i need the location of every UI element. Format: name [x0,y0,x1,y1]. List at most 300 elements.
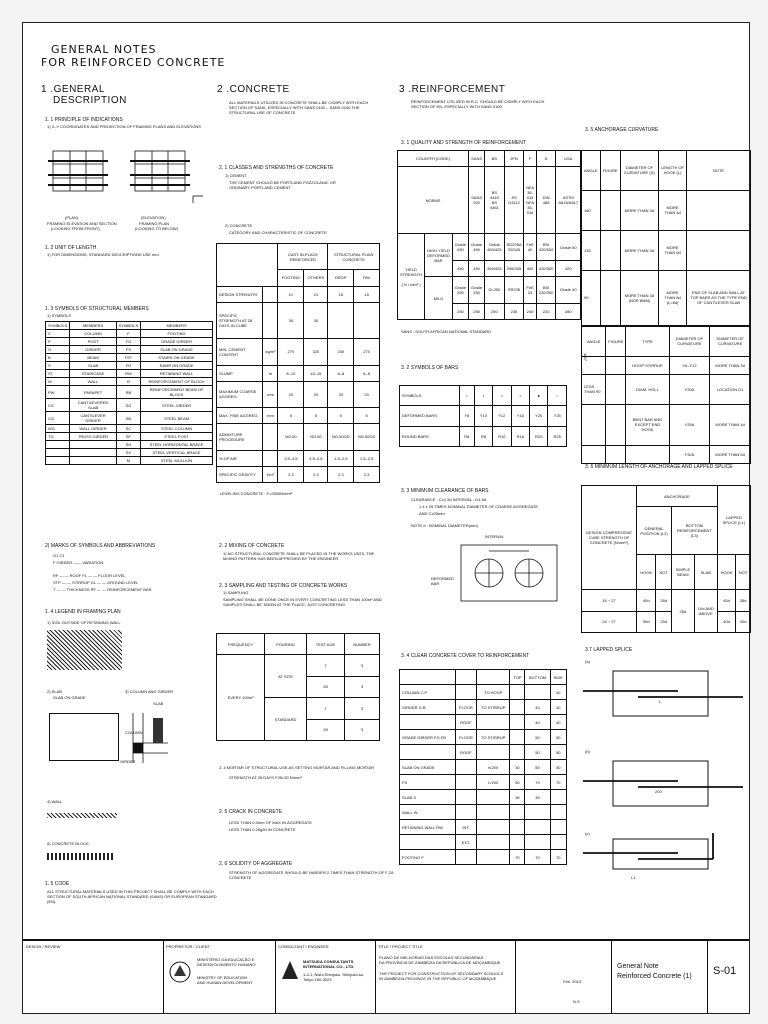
symbol-cell: S [46,362,70,370]
date-cell [515,941,612,1013]
symbol-row [46,362,213,370]
cover-cell [525,805,550,820]
classes-4: CATEGORY AND CHARACTERISTIC OF CONCRETE [229,230,327,235]
concrete-row [217,381,380,407]
cover-cell [455,805,476,820]
quality-table [397,150,581,320]
anchor2-cell: BENT BAR AND EXCEPT END HOOK [626,404,669,445]
mixing-title: 2. 2 MIXING OF CONCRETE [219,543,285,549]
concrete-cell: NO.50 [278,424,304,450]
symbol-row [46,354,213,362]
concrete-row [217,450,380,466]
lapped-value-3: L1 [631,875,636,880]
anchor-cell: MORE THAN 8d (L=8d) [659,270,687,325]
symbol-row [46,425,213,433]
grade-cell: SR235 [504,277,524,303]
cover-cell [550,790,566,805]
cover-row [400,805,567,820]
cover-cell [477,790,510,805]
concrete-cell: SLUMP [217,365,263,381]
concrete-cell: 3.5–4.5 [304,450,328,466]
cover-cell: 30 [550,760,566,775]
cover-cell: TO HOOP [477,685,510,700]
quality-norm: SANS 920 [469,167,485,234]
anchor2-cell [606,374,626,404]
symbol-row [46,330,213,338]
clearance-1: CLEARANCE : C≥1.5d INTERVAL : I≥1.5d [411,497,487,502]
concrete-cell: 3.5–4.5 [278,450,304,466]
concrete-cell: 5 [328,408,354,424]
cover-cell [550,820,566,835]
anchor-title: 3. 5 ANCHORAGE CURVATURE [585,127,659,133]
bar-symbol-cell: Y16 [511,406,529,426]
length-head: LAPPED SPLICE (L1) [717,486,750,555]
grade-cell: BSt 420/500 [536,234,555,260]
cover-cell: 40 [550,700,566,715]
bar-symbol-cell: Y20 [529,406,547,426]
symbols-header: MEMBERS [141,322,213,330]
table-corner [217,244,278,287]
symbol-cell: STEEL MULLION [141,457,213,465]
symbol-cell [70,449,116,457]
title-block [23,939,749,1013]
grade-cell: Grade 460/425 [485,234,504,260]
cover-cell: FLOOR [455,730,476,745]
anchor-head2: TYPE [626,327,669,357]
concrete-cell [263,450,278,466]
grade-cell: FeE 40 [524,234,537,260]
anchor-cell [687,190,751,230]
cover-title: 3. 4 CLEAR CONCRETE COVER TO REINFORCEMENT [401,653,530,659]
legend-1: 1) SOIL OUTSIDE OF RETAINING WALL [47,620,121,625]
grade-cell: 460/425 [485,260,504,276]
cover-cell: 70 [550,850,566,865]
plan-label: (PLAN) [65,215,79,220]
grade-cell: BSt 220/300 [536,277,555,303]
symbol-cell: STAIRCASE [70,370,116,378]
concrete-row [217,286,380,302]
bar-symbol-cell: ● [529,386,547,406]
cover-cell: FLOOR [455,700,476,715]
marks-line-4: STP — — STIRRUP GL — — GROUND LEVEL [53,580,139,585]
grade-cell: Grade 450 [452,234,468,260]
anchor2-cell: MORE THAN 4d [710,404,751,445]
anchor2-cell: Y6–Y12 [669,356,710,374]
quality-head: SANS [469,151,485,167]
grade-cell: 250 [485,303,504,319]
symbol-cell: SC [116,425,140,433]
symbol-cell: SG [116,399,140,412]
symbol-cell: ST [46,370,70,378]
cover-cell: WALL W [400,805,456,820]
concrete-cell: 230 [328,339,354,365]
length-cell: 25d [672,590,695,633]
bar-symbol-cell: Y8 [459,406,474,426]
cover-cell [455,670,476,685]
sans-note: SANS : SOUTH AFRICAN NATIONAL STANDARD [401,329,492,334]
consultant-2: INTERNATIONAL CO., LTD. [303,964,355,969]
concrete-cell: t/m³ [263,466,278,482]
concrete-cell: 1.5–2.5 [354,450,380,466]
cover-cell [477,850,510,865]
symbol-cell: FST [116,354,140,362]
concrete-cell: 21 [278,286,304,302]
legend-3-girder: GIRDER [120,759,136,764]
crack-text-1: LESS THAN 0.0mm OF MAX IN AGGREGATE [229,820,312,825]
anchor2-cell [582,445,606,463]
project-cell [375,941,516,1013]
concrete-cell: 10–15 [304,365,328,381]
anchor-row [582,190,751,230]
leveling-note: LEVELING CONCRETE : F=2500N/mm² [220,491,293,496]
anchor-min-label: 180° [583,353,588,362]
yield-label [398,234,425,320]
symbol-cell: CANTILEVER GIRDER [70,412,116,425]
cover-cell: ROOF [455,715,476,730]
quality-norm: DIN 488 [536,167,555,234]
bar-symbol-row [400,426,567,446]
symbol-cell: TG [46,433,70,441]
symbol-cell [46,457,70,465]
cover-cell: 50 [525,745,550,760]
reinforcement-heading: 3 .REINFORCEMENT [399,84,506,95]
symbol-row [46,433,213,441]
cover-cell: RETAINING WALL RW [400,820,456,835]
concrete-cell [263,302,278,338]
quality-title: 3. 1 QUALITY AND STRENGTH OF REINFORCEMENT [401,140,526,146]
anchor2-cell: LOCATION D1 [710,374,751,404]
ministry-en-1: MINISTRY OF EDUCATION [197,975,248,980]
cover-cell: BOTTOM [525,670,550,685]
table-sub: OTHERS [304,270,328,286]
lapped-value-1: L [659,699,662,704]
symbol-cell: TRUSS GIRDER [70,433,116,441]
anchor2-cell [626,445,669,463]
drawing-number: S-01 [713,965,737,977]
cover-cell: t>200 [477,775,510,790]
proprietor-label: PROPRIETOR / CLIENT [166,944,210,949]
anchor-cell: MORE THAN 6d [659,230,687,270]
bar-symbol-cell: R20 [529,426,547,446]
cover-cell [477,670,510,685]
freq-cell: 7 [306,698,344,719]
concrete-cell: 15 [354,286,380,302]
elev-sub2: (LOOKING TO BELOW) [135,226,178,231]
bar-symbol-cell: R16 [511,426,529,446]
concrete-cell: MAX. FINE AGGREG. [217,408,263,424]
concrete-cell: 30 [278,302,304,338]
length-sub2: HOOK [717,555,735,590]
concrete-cell: MAXIMUM COARSE AGGREG. [217,381,263,407]
cover-row [400,760,567,775]
concrete-cell: 5 [304,408,328,424]
concrete-cell: mm [263,381,278,407]
sampling-sub: 1) SAMPLING [223,590,249,595]
consultant-logo-icon [281,959,299,981]
cover-cell: COLUMN C,P [400,685,456,700]
symbol-row [46,370,213,378]
cover-cell: 40 [525,715,550,730]
grade-cell: Grade 450 [469,234,485,260]
concrete-cell: NO.50OD [354,424,380,450]
anchor-head: NOTE [687,151,751,191]
symbol-cell: B [46,354,70,362]
cover-cell [510,715,525,730]
cover-cell: 50 [510,775,525,790]
freq-cell: 28 [306,676,344,697]
anchor2-cell: MORE THAN 3d [710,356,751,374]
clearance-bar-label: DEFORMED BAR [431,576,454,586]
cover-cell: 70 [550,775,566,790]
unit-title: 1. 2 UNIT OF LENGTH [45,245,97,251]
symbol-cell [46,449,70,457]
freq-cell: 28 [306,719,344,740]
concrete-cell: m [263,365,278,381]
symbol-cell: STEEL COLUMN [141,425,213,433]
classes-1: 1) CEMENT [225,173,247,178]
symbol-row [46,346,213,354]
cover-cell: 40 [550,715,566,730]
cover-cell [477,805,510,820]
soil-hatch [47,630,122,670]
freq-cell: 3 [345,655,380,676]
concrete-cell: 20 [328,381,354,407]
symbol-row [46,441,213,449]
anchor2-row [582,374,751,404]
concrete-cell: 5 [278,408,304,424]
concrete-cell: MIN. CEMENT CONTENT [217,339,263,365]
cover-cell: SLAB ON GRADE [400,760,456,775]
anchor-head: DIAMETER OF CURVATURE (D) [620,151,658,191]
lapped-a: (a) [585,659,590,664]
cover-row [400,835,567,850]
concrete-cell: 2.3 [328,466,354,482]
anchor-cell: END OF SLAB AND WALL AT TOP BARS AS THE TYPE END OF CANTILEVER SLAB [687,270,751,325]
grade-cell: 420 [556,260,581,276]
mortar-title: 2. 4 MORTAR OF STRUCTURAL USE AS SETTING MORTAR AND FILLING MORTAR [219,765,374,770]
concrete-category-table [216,243,380,483]
marks-line-3: RF — — ROOF FL — — FLOOR LEVEL [53,573,126,578]
cover-cell [477,835,510,850]
symbol-cell: STEEL BEAM [141,412,213,425]
length-cell: 35d [656,590,672,611]
cover-row [400,745,567,760]
symbol-cell: GRADE GIRDER [141,338,213,346]
drawing-title-1: General Note [617,963,659,970]
symbol-row [46,412,213,425]
cover-cell: TOP [510,670,525,685]
anchor2-row [582,356,751,374]
solidity-title: 2. 6 SOLIDITY OF AGGREGATE [219,861,293,867]
cover-cell: 50 [525,760,550,775]
anchor-cell: MORE THAN 3d (NOR 8MM) [620,270,658,325]
legend-2: 2) SLAB [47,689,62,694]
elev-label: (ELEVATION) [141,215,166,220]
concrete-cell: 270 [354,339,380,365]
anchor-head2: ANGLE [582,327,606,357]
quality-norm: NFA 35-015 NFA 35-016 [524,167,537,234]
bar-symbol-row [400,386,567,406]
cover-row [400,685,567,700]
bar-symbol-cell: Y12 [493,406,511,426]
anchor-cell: 135 [582,230,601,270]
anchor-row [582,230,751,270]
cover-cell: 30 [525,790,550,805]
freq-header: TEST AGE [306,634,344,655]
anchor2-cell: LESS THAN 90 [582,374,606,404]
cover-cell: 50 [525,730,550,745]
concrete-cell: SPECIFIC STRENGTH AT 28 DAYS IN CUBE [217,302,263,338]
cover-row [400,820,567,835]
code-text: ALL STRUCTURAL MATERIALS USED IN THIS PROJECT SHALL BE COMPLY WITH EACH SECTION OF SOUTH AFRICAN NATIONAL STANDARD (SANS) OR EUROPEAN STANDARD (EN). [47,889,217,904]
legend-3-slab: SLAB [153,701,164,706]
clearance-2: 1.4 x 25 TIMES NOMINAL DIAMETER OF COARSE AGGREGATE [419,504,539,509]
symbol-cell: WALL [70,378,116,386]
table-head: STRUCTURAL PLAIN CONCRETE [328,244,380,270]
symbol-cell: GIRDER [70,346,116,354]
concrete-intro: ALL MATERIALS UTILIZED IN CONCRETE SHALL BE COMPLY WITH EACH SECTION OF SANS, ESPECIALLY WITH SANS 0100 – SANS 0100 THE STRUCTURAL USE OF CONCRETE [229,100,369,115]
symbol-cell: CG [46,412,70,425]
cover-cell: 40 [525,700,550,715]
symbol-cell: BEAM [70,354,116,362]
plan-sub1: FRAMING ELEVATION AND SECTION [47,221,117,226]
concrete-cell: 30 [304,302,328,338]
grade-cell: FeE 24 [524,277,537,303]
symbols-header: SYMBOLS [116,322,140,330]
clearance-title: 3. 3 MINIMUM CLEARANCE OF BARS [401,488,489,494]
concrete-cell [263,286,278,302]
length-sub2: NOT [656,555,672,590]
anchor-head: FIGURE [600,151,620,191]
length-title: 3. 6 MINIMUM LENGTH OF ANCHORAGE AND LAPPED SPLICE [585,464,733,470]
cover-cell [510,685,525,700]
sampling-title: 2. 3 SAMPLING AND TESTING OF CONCRETE WORKS [219,583,348,589]
symbol-cell [70,441,116,449]
anchor-cell: MORE THAN 3d [620,190,658,230]
symbol-row [46,449,213,457]
grade-cell: 295/345 [504,260,524,276]
concrete-cell [328,302,354,338]
cover-row [400,850,567,865]
anchor2-cell: Y32A [669,445,710,463]
proprietor-cell [163,941,276,1013]
cover-cell [400,745,456,760]
symbol-cell: STEEL HORIZONTAL BRACE [141,441,213,449]
length-cell: 10d AND ABOVE [694,590,717,633]
symbols-header: MEMBERS [70,322,116,330]
grade-cell: Grade 250 [469,277,485,303]
marks-line-2: F GIRDER —— VARIATION [53,560,104,565]
cover-cell [477,820,510,835]
anchor2-row [582,404,751,445]
freq-header: FREQUENCY [217,634,265,655]
symbol-cell: RETAINING WALL [141,370,213,378]
crack-text-2: LESS THAN 0.25g/M IN CONCRETE [229,827,296,832]
cover-row [400,730,567,745]
drawing-title-cell [611,941,708,1013]
anchor2-cell [606,356,626,374]
drawing-sheet [22,22,750,1014]
concrete-cell: 6–8 [328,365,354,381]
length-sub2: SIMPLE BEAM [672,555,695,590]
concrete-cell: 20 [354,381,380,407]
symbol-cell: STEEL VERTICAL BRACE [141,449,213,457]
length-cell: 24 ~ 27 [582,611,637,632]
high-yield-label: HIGH YIELD DEFORMED BAR [425,234,453,277]
clearance-note: NOTE d : NOMINAL DIAMETER(mm) [411,523,478,528]
cover-cell [550,805,566,820]
symbol-cell: SH [116,441,140,449]
cover-cell: EXT. [455,835,476,850]
cover-cell [510,820,525,835]
bar-symbol-cell: R10 [493,426,511,446]
symbol-cell: C [46,330,70,338]
cover-cell: 30 [510,790,525,805]
symbol-row [46,378,213,386]
cover-cell: 50 [550,745,566,760]
concrete-cell [354,302,380,338]
freq-header: NUMBER [345,634,380,655]
clearance-diagram [459,543,559,603]
ministry-en-2: AND HUMAN DEVELOPMENT [197,980,253,985]
symbol-cell: POST [70,338,116,346]
cover-cell [550,835,566,850]
anchor2-cell: HOOP STIRRUP [626,356,669,374]
sheet-title-line2: FOR REINFORCED CONCRETE [41,56,226,69]
cover-cell [455,775,476,790]
bar-symbol-cell: × [493,386,511,406]
concrete-cell: 20 [304,381,328,407]
anchor-cell: MORE THAN 3d [620,230,658,270]
consultant-1: MATSUDA CONSULTANTS [303,959,354,964]
symbol-cell [46,441,70,449]
anchor2-cell: MORE THAN 5d [710,445,751,463]
design-cell [23,941,164,1013]
cover-cell: 30 [510,760,525,775]
ministry-pt-1: MINISTÉRIO DA EDUCAÇÃO E [197,957,255,962]
cover-cell [477,745,510,760]
concrete-cell: % OF AIR [217,450,263,466]
anchor2-cell [582,404,606,445]
cover-cell: SLAB S [400,790,456,805]
concrete-block-hatch [47,853,115,860]
grade-cell: 280 [556,303,581,319]
symbol-cell: COLUMN [70,330,116,338]
symbol-row [46,338,213,346]
quality-head: BS [485,151,504,167]
grade-cell: 235 [504,303,524,319]
bar-symbols-title: 3. 2 SYMBOLS OF BARS [401,365,459,371]
cover-cell: TO STIRRUP [477,730,510,745]
cover-cell [455,790,476,805]
symbol-cell: R [116,378,140,386]
concrete-cell: DESIGN STRENGTH [217,286,263,302]
lapped-splice-diagram [583,663,743,903]
bar-symbol-cell: ○ [548,386,567,406]
cover-row [400,715,567,730]
clearance-interval-label: INTERVAL [485,534,505,539]
bar-symbol-cell: ROUND BARS [400,426,460,446]
design-label: DESIGN / REVIEW [26,944,61,949]
principle-title: 1. 1 PRINCIPLE OF INDICATIONS [45,117,123,123]
concrete-cell: 2.3 [304,466,328,482]
cover-table [399,669,567,865]
quality-head: F [524,151,537,167]
legend-3-column: COLUMN [125,730,143,735]
cover-cell: TO STIRRUP [477,700,510,715]
anchor-head2: FIGURE [606,327,626,357]
cover-cell: 50 [550,730,566,745]
